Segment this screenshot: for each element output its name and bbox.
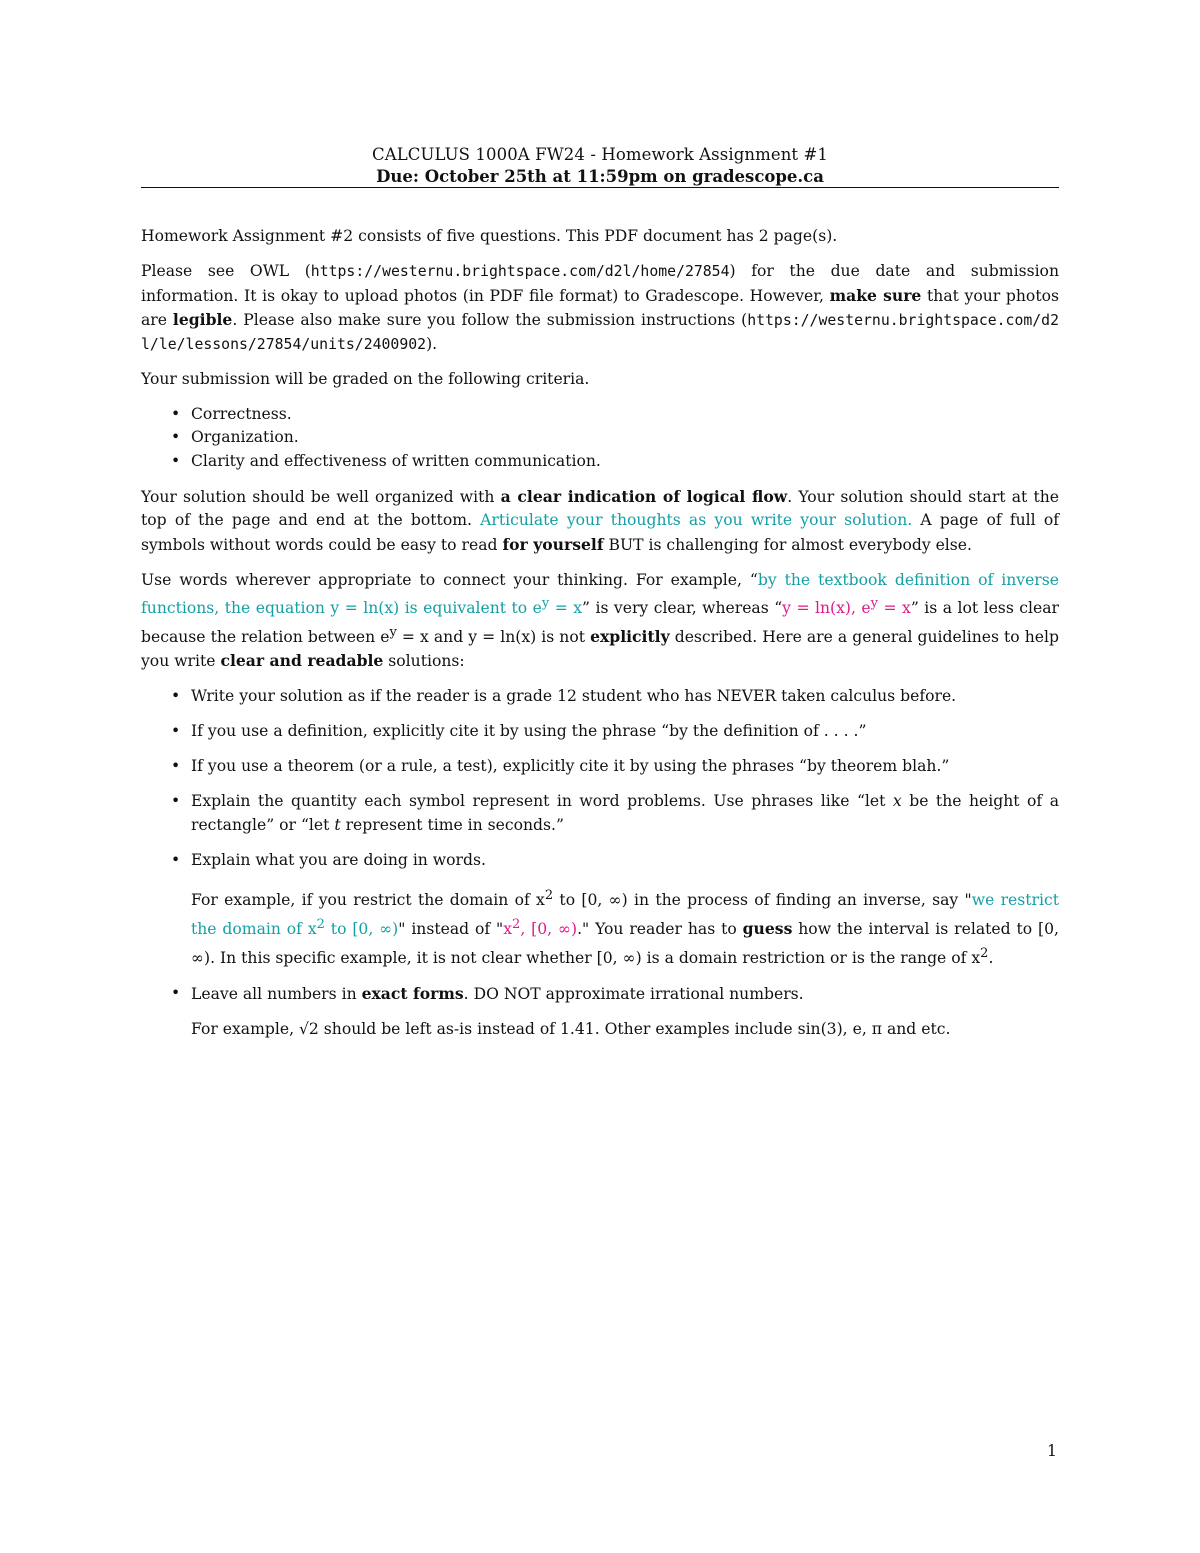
g5-teal: we restrict the domain of x <box>191 891 1059 939</box>
g5-pink2: 2 <box>512 917 521 933</box>
solution-text-b: . Your solution should start at the top of the page and end at the bottom. <box>141 487 1060 529</box>
words-text-c: ” is a lot less clear because the relation between e <box>141 599 1059 646</box>
solution-text-a: Your solution should be well organized with <box>141 487 501 506</box>
g6-b: . DO NOT approximate irrational numbers. <box>463 984 804 1003</box>
g5-example <box>191 884 1059 970</box>
due-date: Due: October 25th at 11:59pm on gradescope.ca <box>376 167 824 186</box>
words-text-c-sup: y <box>389 624 397 640</box>
g5-teal2: 2 <box>316 917 325 933</box>
g5-teal3: to [0, ∞) <box>324 920 399 939</box>
solution-paragraph <box>141 485 1059 558</box>
g5-e2: 2 <box>980 945 989 961</box>
criteria-lead: Your submission will be graded on the following criteria. <box>141 369 590 388</box>
words-bold-2: clear and readable <box>220 651 384 671</box>
g4-text-b: be the height of a rectangle” or “let <box>191 792 1059 834</box>
solution-bold: a clear indication of logical flow <box>500 486 788 506</box>
g5-f: . <box>988 948 994 967</box>
g6-a: Leave all numbers in <box>191 984 362 1003</box>
criteria-list <box>141 403 1059 474</box>
document-body <box>141 225 1059 1053</box>
g5-pink3: , [0, ∞) <box>520 920 578 939</box>
solution-teal: Articulate your thoughts as you write your solution. <box>480 511 913 529</box>
solution-bold-2: for yourself <box>502 534 604 554</box>
owl-link[interactable]: https://westernu.brightspace.com/d2l/home/27854 <box>310 263 730 280</box>
guidelines-list <box>141 685 1059 1042</box>
words-text-e: solutions: <box>383 652 465 671</box>
words-teal-1: by the textbook definition of inverse functions, the equation y = ln(x) is equivalent to e <box>141 570 1059 618</box>
owl-text-b: ) for the due date and submission information. It is okay to upload photos (in PDF file format) to Gradescope. However, <box>141 262 1059 305</box>
g6-text <box>191 982 1059 1007</box>
owl-text-c: that your photos are <box>141 286 1059 329</box>
solution-text-d: BUT is challenging for almost everybody else. <box>603 535 972 554</box>
g5-a: For example, if you restrict the domain of x <box>191 891 545 910</box>
submission-instructions-link[interactable]: https://westernu.brightspace.com/d2l/le/lessons/27854/units/2400902 <box>141 312 1059 353</box>
words-teal-2: = x <box>549 599 583 618</box>
owl-text-a: Please see OWL ( <box>141 262 311 280</box>
list-item: • If you use a definition, explicitly cite it by using the phrase “by the definition of . . . .” <box>141 720 1059 744</box>
g5-text: • Explain what you are doing in words. <box>191 850 486 869</box>
g6-bold: exact forms <box>361 983 464 1003</box>
owl-text-e: ). <box>426 334 438 353</box>
words-text-c2: = x and y = ln(x) is not <box>396 627 591 646</box>
list-item: • If you use a theorem (or a rule, a test), explicitly cite it by using the phrases “by theorem blah.” <box>141 755 1059 779</box>
list-item <box>141 790 1059 837</box>
g5-bold: guess <box>742 919 793 939</box>
document-title: CALCULUS 1000A FW24 - Homework Assignment #1 <box>371 145 829 164</box>
solution-text-c: A page of full of symbols without words could be easy to read <box>141 511 1059 554</box>
owl-bold-legible: legible <box>172 310 233 329</box>
document-header <box>141 144 1059 188</box>
words-teal-sup: y <box>541 596 550 611</box>
words-pink-2: = x <box>878 599 911 618</box>
page-number: 1 <box>1047 1442 1057 1460</box>
g5-b: to [0, ∞) in the process of finding an inverse, say " <box>553 891 972 910</box>
list-item: • Correctness. <box>141 403 1059 427</box>
g4-text-a: Explain the quantity each symbol represent in word problems. Use phrases like “let <box>191 792 893 811</box>
owl-bold-make-sure: make sure <box>829 285 922 305</box>
g5-a2: 2 <box>544 888 554 904</box>
owl-paragraph <box>141 260 1059 356</box>
intro-paragraph: Homework Assignment #2 consists of five questions. This PDF document has 2 page(s). <box>141 227 838 245</box>
words-text-a: Use words wherever appropriate to connect your thinking. For example, “ <box>141 570 758 589</box>
words-text-b: ” is very clear, whereas “ <box>582 599 783 618</box>
words-paragraph <box>141 569 1059 674</box>
owl-text-d: . Please also make sure you follow the submission instructions ( <box>232 311 748 329</box>
list-item: • Clarity and effectiveness of written communication. <box>141 450 1059 474</box>
g5-c: " instead of " <box>398 920 504 939</box>
g5-d: ." You reader has to <box>577 920 743 939</box>
header-rule <box>141 187 1059 188</box>
list-item <box>141 849 1059 971</box>
words-text-d: described. Here are a general guidelines to help you write <box>141 627 1059 671</box>
g4-var-x: x <box>892 792 902 811</box>
words-pink-sup: y <box>870 596 878 611</box>
g4-text-c: represent time in seconds.” <box>340 815 564 834</box>
list-item: • Write your solution as if the reader is a grade 12 student who has NEVER taken calculus before. <box>141 685 1059 709</box>
list-item: • Organization. <box>141 426 1059 450</box>
g4-var-t: t <box>334 815 341 834</box>
list-item <box>141 982 1059 1042</box>
g5-e: how the interval is related to [0, ∞). In this specific example, it is not clear whether [0, ∞) is a domain restriction or is the range of x <box>191 920 1059 967</box>
g5-pink: x <box>503 920 513 939</box>
words-pink-1: y = ln(x), e <box>782 599 871 618</box>
g6-example: For example, √2 should be left as-is instead of 1.41. Other examples include sin(3), e, π and etc. <box>191 1020 951 1039</box>
words-bold: explicitly <box>590 626 670 646</box>
